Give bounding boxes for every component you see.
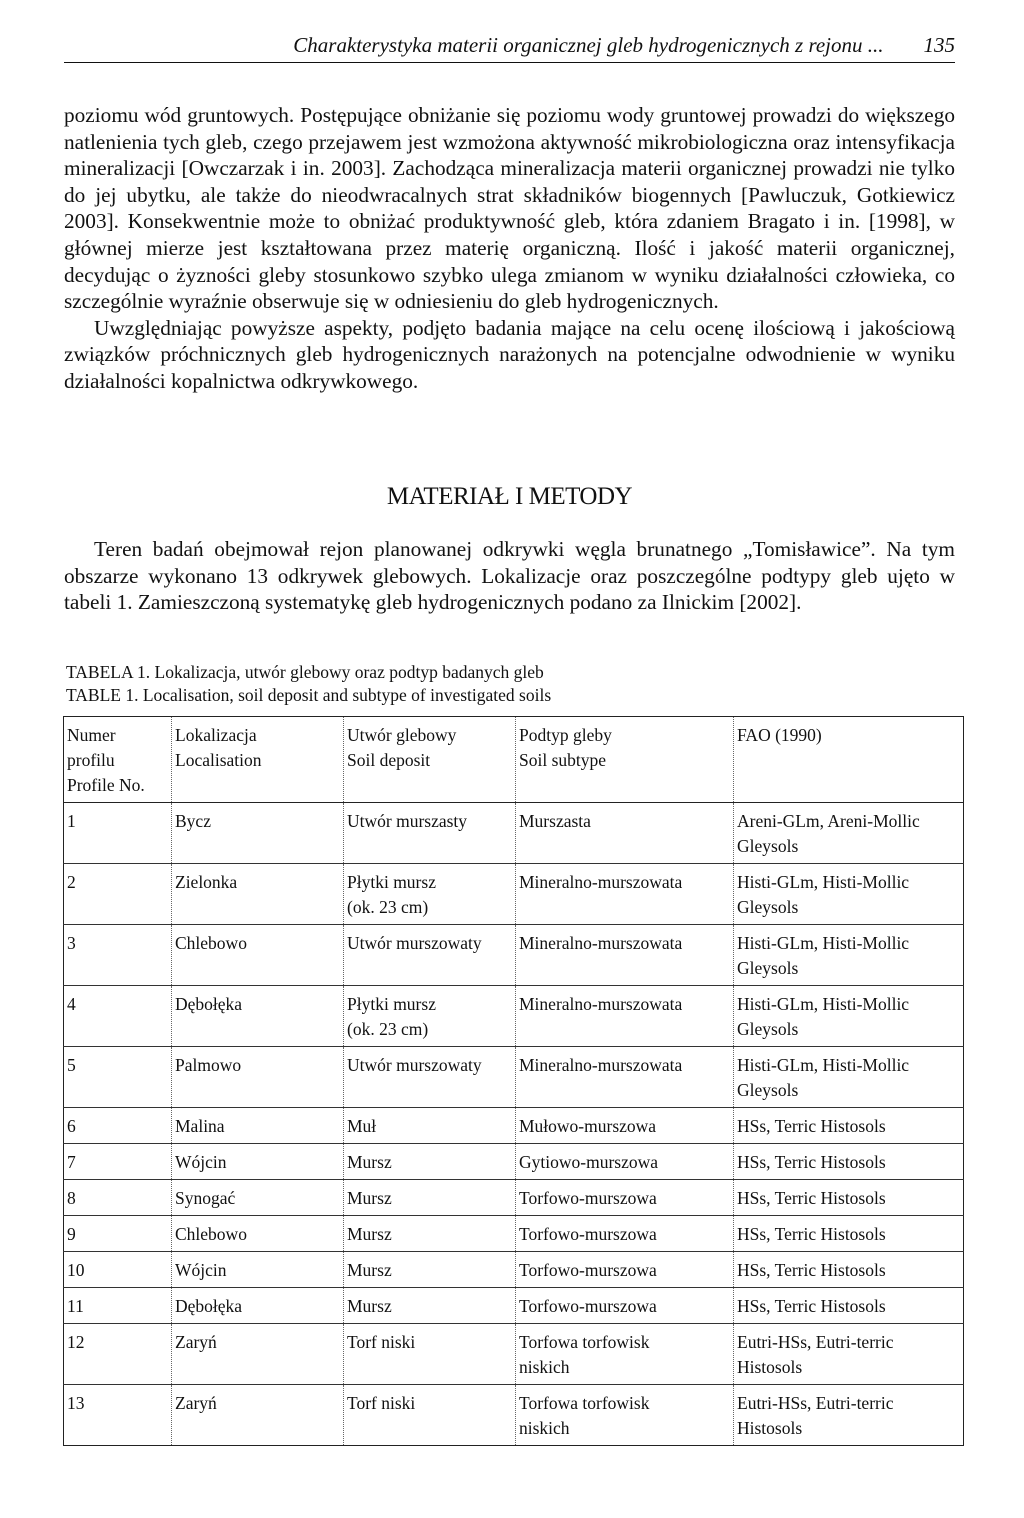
table-header-row xyxy=(64,717,964,803)
cell-line: Palmowo xyxy=(175,1055,242,1075)
cell-line: Eutri-HSs, Eutri-terric xyxy=(737,1393,894,1413)
localisation-cell xyxy=(172,1108,344,1144)
cell-line: Synogać xyxy=(175,1188,236,1208)
soil-deposit-cell xyxy=(344,1180,516,1216)
soil-subtype-cell xyxy=(516,986,734,1047)
profile-number-cell xyxy=(64,864,172,925)
cell-line: HSs, Terric Histosols xyxy=(737,1224,886,1244)
table-row xyxy=(64,925,964,986)
table-row xyxy=(64,1324,964,1385)
cell-line: Murszasta xyxy=(519,811,591,831)
cell-line: Torfowo-murszowa xyxy=(519,1260,657,1280)
header-cell xyxy=(172,717,344,803)
profile-number-cell xyxy=(64,1252,172,1288)
cell-line: Wójcin xyxy=(175,1260,227,1280)
cell-line: Areni-GLm, Areni-Mollic xyxy=(737,811,920,831)
cell-line: 6 xyxy=(67,1116,76,1136)
soil-subtype-cell xyxy=(516,1252,734,1288)
profile-number-cell xyxy=(64,1047,172,1108)
soil-deposit-cell xyxy=(344,1047,516,1108)
soil-subtype-cell xyxy=(516,1144,734,1180)
soil-deposit-cell xyxy=(344,1288,516,1324)
soil-subtype-cell xyxy=(516,1216,734,1252)
intro-text xyxy=(64,102,955,395)
fao-cell xyxy=(734,803,964,864)
cell-line: 12 xyxy=(67,1332,85,1352)
cell-line: Torfowo-murszowa xyxy=(519,1188,657,1208)
cell-line: Mursz xyxy=(347,1188,392,1208)
cell-line: Torfowo-murszowa xyxy=(519,1296,657,1316)
soil-subtype-cell xyxy=(516,864,734,925)
table-row xyxy=(64,1288,964,1324)
profile-number-cell xyxy=(64,1144,172,1180)
soil-deposit-cell xyxy=(344,1385,516,1446)
fao-cell xyxy=(734,1385,964,1446)
profile-number-cell xyxy=(64,986,172,1047)
table-row xyxy=(64,1047,964,1108)
soil-subtype-cell xyxy=(516,1288,734,1324)
cell-line: 13 xyxy=(67,1393,85,1413)
cell-line: Utwór murszasty xyxy=(347,811,468,831)
cell-line: Wójcin xyxy=(175,1152,227,1172)
table-row xyxy=(64,1252,964,1288)
fao-cell xyxy=(734,1252,964,1288)
soil-table xyxy=(63,716,964,1446)
cell-line: Gleysols xyxy=(737,836,799,856)
cell-line: 4 xyxy=(67,994,76,1014)
cell-line: 10 xyxy=(67,1260,85,1280)
table-caption-en: TABLE 1. Localisation, soil deposit and subtype of investigated soils xyxy=(66,685,552,705)
fao-cell xyxy=(734,1288,964,1324)
cell-line: Zaryń xyxy=(175,1393,217,1413)
cell-line: 1 xyxy=(67,811,76,831)
fao-cell xyxy=(734,1108,964,1144)
cell-line: HSs, Terric Histosols xyxy=(737,1260,886,1280)
cell-line: Histi-GLm, Histi-Mollic xyxy=(737,933,910,953)
fao-cell xyxy=(734,1047,964,1108)
cell-line: Torf niski xyxy=(347,1393,416,1413)
soil-deposit-cell xyxy=(344,986,516,1047)
cell-line: Utwór glebowy xyxy=(347,725,457,745)
cell-line: Histi-GLm, Histi-Mollic xyxy=(737,872,910,892)
table-row xyxy=(64,864,964,925)
profile-number-cell xyxy=(64,1324,172,1385)
profile-number-cell xyxy=(64,803,172,864)
cell-line: Dębołęka xyxy=(175,994,243,1014)
cell-line: Utwór murszowaty xyxy=(347,1055,482,1075)
cell-line: 3 xyxy=(67,933,76,953)
soil-deposit-cell xyxy=(344,1216,516,1252)
cell-line: Mursz xyxy=(347,1296,392,1316)
cell-line: Gleysols xyxy=(737,1080,799,1100)
cell-line: (ok. 23 cm) xyxy=(347,1019,429,1039)
cell-line: Zielonka xyxy=(175,872,238,892)
soil-subtype-cell xyxy=(516,925,734,986)
section-title: MATERIAŁ I METODY xyxy=(386,483,633,510)
soil-deposit-cell xyxy=(344,925,516,986)
header-cell xyxy=(344,717,516,803)
fao-cell xyxy=(734,986,964,1047)
profile-number-cell xyxy=(64,1216,172,1252)
running-header xyxy=(64,32,955,63)
cell-line: Gleysols xyxy=(737,1019,799,1039)
soil-subtype-cell xyxy=(516,1180,734,1216)
running-title: Charakterystyka materii organicznej gleb hydrogenicznych z rejonu ... xyxy=(293,33,884,57)
table-captions xyxy=(66,661,551,707)
cell-line: FAO (1990) xyxy=(737,725,822,745)
fao-cell xyxy=(734,925,964,986)
table-row xyxy=(64,1108,964,1144)
localisation-cell xyxy=(172,1385,344,1446)
table-caption-pl: TABELA 1. Lokalizacja, utwór glebowy oraz podtyp badanych gleb xyxy=(66,662,544,682)
profile-number-cell xyxy=(64,1108,172,1144)
table-row xyxy=(64,1385,964,1446)
cell-line: niskich xyxy=(519,1357,570,1377)
cell-line: Numer xyxy=(67,725,116,745)
fao-cell xyxy=(734,1180,964,1216)
cell-line: 8 xyxy=(67,1188,76,1208)
header-cell xyxy=(64,717,172,803)
cell-line: Mineralno-murszowata xyxy=(519,872,683,892)
page-number: 135 xyxy=(923,33,955,57)
localisation-cell xyxy=(172,803,344,864)
cell-line: Profile No. xyxy=(67,775,145,795)
cell-line: Zaryń xyxy=(175,1332,217,1352)
profile-number-cell xyxy=(64,1288,172,1324)
cell-line: Histi-GLm, Histi-Mollic xyxy=(737,1055,910,1075)
soil-deposit-cell xyxy=(344,1144,516,1180)
profile-number-cell xyxy=(64,1180,172,1216)
profile-number-cell xyxy=(64,1385,172,1446)
localisation-cell xyxy=(172,1047,344,1108)
cell-line: Mineralno-murszowata xyxy=(519,933,683,953)
cell-line: Histosols xyxy=(737,1357,803,1377)
cell-line: Mineralno-murszowata xyxy=(519,1055,683,1075)
localisation-cell xyxy=(172,1180,344,1216)
cell-line: Płytki mursz xyxy=(347,872,436,892)
cell-line: niskich xyxy=(519,1418,570,1438)
cell-line: Eutri-HSs, Eutri-terric xyxy=(737,1332,894,1352)
table-row xyxy=(64,1144,964,1180)
cell-line: Gytiowo-murszowa xyxy=(519,1152,659,1172)
cell-line: Lokalizacja xyxy=(175,725,257,745)
cell-line: HSs, Terric Histosols xyxy=(737,1296,886,1316)
localisation-cell xyxy=(172,1144,344,1180)
cell-line: Mułowo-murszowa xyxy=(519,1116,657,1136)
localisation-cell xyxy=(172,986,344,1047)
cell-line: HSs, Terric Histosols xyxy=(737,1188,886,1208)
localisation-cell xyxy=(172,1216,344,1252)
profile-number-cell xyxy=(64,925,172,986)
soil-deposit-cell xyxy=(344,1324,516,1385)
header-cell xyxy=(734,717,964,803)
soil-subtype-cell xyxy=(516,1385,734,1446)
cell-line: HSs, Terric Histosols xyxy=(737,1152,886,1172)
cell-line: Utwór murszowaty xyxy=(347,933,482,953)
cell-line: 9 xyxy=(67,1224,76,1244)
soil-subtype-cell xyxy=(516,1047,734,1108)
cell-line: Muł xyxy=(347,1116,377,1136)
localisation-cell xyxy=(172,1324,344,1385)
cell-line: Dębołęka xyxy=(175,1296,243,1316)
cell-line: Mursz xyxy=(347,1152,392,1172)
soil-deposit-cell xyxy=(344,1108,516,1144)
localisation-cell xyxy=(172,925,344,986)
localisation-cell xyxy=(172,1288,344,1324)
cell-line: Torf niski xyxy=(347,1332,416,1352)
cell-line: Localisation xyxy=(175,750,262,770)
table-row xyxy=(64,986,964,1047)
cell-line: Gleysols xyxy=(737,958,799,978)
paragraph-2: Uwzględniając powyższe aspekty, podjęto badania mające na celu ocenę ilościową i jakościową związków próchnicznych gleb hydrogenicznych narażonych na potencjalne odwodnienie w wyniku działalności kopalnictwa odkrywkowego. xyxy=(64,315,955,393)
methods-text xyxy=(64,536,955,616)
cell-line: profilu xyxy=(67,750,115,770)
fao-cell xyxy=(734,864,964,925)
table-row xyxy=(64,803,964,864)
cell-line: Histi-GLm, Histi-Mollic xyxy=(737,994,910,1014)
cell-line: 5 xyxy=(67,1055,76,1075)
cell-line: Malina xyxy=(175,1116,225,1136)
soil-deposit-cell xyxy=(344,803,516,864)
cell-line: Soil deposit xyxy=(347,750,431,770)
table-row xyxy=(64,1216,964,1252)
soil-subtype-cell xyxy=(516,803,734,864)
cell-line: Chlebowo xyxy=(175,1224,247,1244)
cell-line: Torfowa torfowisk xyxy=(519,1393,650,1413)
cell-line: 7 xyxy=(67,1152,76,1172)
cell-line: Torfowo-murszowa xyxy=(519,1224,657,1244)
cell-line: HSs, Terric Histosols xyxy=(737,1116,886,1136)
fao-cell xyxy=(734,1144,964,1180)
soil-subtype-cell xyxy=(516,1108,734,1144)
cell-line: 2 xyxy=(67,872,76,892)
cell-line: Mursz xyxy=(347,1260,392,1280)
paragraph-1: poziomu wód gruntowych. Postępujące obniżanie się poziomu wody gruntowej prowadzi do większego natlenienia tych gleb, czego przejawem jest wzmożona aktywność mikrobiologiczna oraz intensyfikacja mineralizacji [Owczarzak i in. 2003]. Zachodząca mineralizacja materii organicznej prowadzi nie tylko do jej ubytku, ale także do nieodwracalnych strat składników biogennych [Pawluczuk, Gotkiewicz 2003]. Konsekwentnie może to obniżać produktywność gleb, która zdaniem Bragato i in. [1998], w głównej mierze jest kształtowana przez materię organiczną. Ilość i jakość materii organicznej, decydując o żyzności gleby stosunkowo szybko ulega zmianom w wyniku działalności człowieka, co szczególnie wyraźnie obserwuje się w odniesieniu do gleb hydrogenicznych. xyxy=(64,103,955,314)
cell-line: (ok. 23 cm) xyxy=(347,897,429,917)
cell-line: Histosols xyxy=(737,1418,803,1438)
cell-line: Mursz xyxy=(347,1224,392,1244)
paragraph-3: Teren badań obejmował rejon planowanej odkrywki węgla brunatnego „Tomisławice”. Na tym obszarze wykonano 13 odkrywek glebowych. Lokalizacje oraz poszczególne podtypy gleb ujęto w tabeli 1. Zamieszczoną systematykę gleb hydrogenicznych podano za Ilnickim [2002]. xyxy=(64,537,955,615)
cell-line: Gleysols xyxy=(737,897,799,917)
soil-subtype-cell xyxy=(516,1324,734,1385)
header-cell xyxy=(516,717,734,803)
cell-line: Podtyp gleby xyxy=(519,725,612,745)
soil-deposit-cell xyxy=(344,864,516,925)
localisation-cell xyxy=(172,1252,344,1288)
soil-deposit-cell xyxy=(344,1252,516,1288)
cell-line: Chlebowo xyxy=(175,933,247,953)
localisation-cell xyxy=(172,864,344,925)
cell-line: Bycz xyxy=(175,811,211,831)
cell-line: 11 xyxy=(67,1296,84,1316)
fao-cell xyxy=(734,1216,964,1252)
cell-line: Soil subtype xyxy=(519,750,607,770)
cell-line: Mineralno-murszowata xyxy=(519,994,683,1014)
table-row xyxy=(64,1180,964,1216)
fao-cell xyxy=(734,1324,964,1385)
cell-line: Torfowa torfowisk xyxy=(519,1332,650,1352)
cell-line: Płytki mursz xyxy=(347,994,436,1014)
